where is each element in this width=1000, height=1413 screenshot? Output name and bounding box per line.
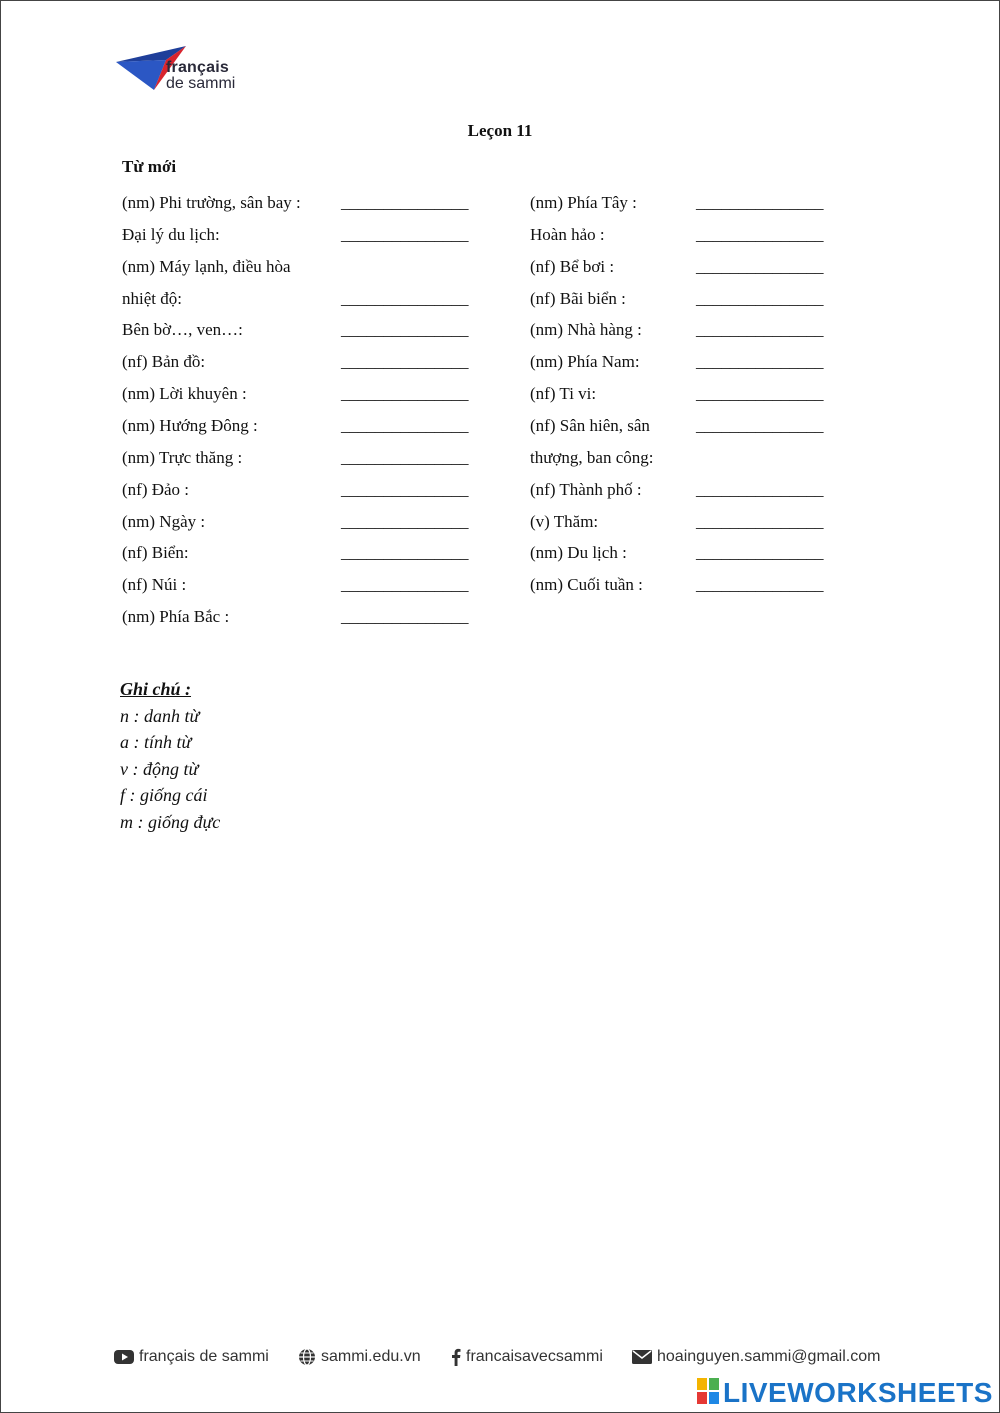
facebook-icon [451,1348,461,1366]
answer-blank[interactable]: _______________ [696,256,824,276]
note-item: n : danh từ [120,705,200,726]
answer-blank[interactable]: _______________ [696,543,824,563]
answer-blank[interactable]: _______________ [696,288,824,308]
vocab-term: (nf) Bãi biển : [530,288,626,308]
vocab-term: (nm) Phi trường, sân bay : [122,193,301,212]
youtube-icon [114,1350,134,1364]
notes-heading: Ghi chú : [120,679,192,699]
answer-blank[interactable]: _______________ [696,415,824,435]
logo-line1: français [166,59,229,76]
vocab-term: Đại lý du lịch: [122,224,220,244]
answer-blank[interactable]: _______________ [341,288,469,308]
answer-blank[interactable]: _______________ [696,384,824,404]
vocab-term: (nm) Ngày : [122,511,206,531]
answer-blank[interactable]: _______________ [341,384,469,404]
note-item: f : giống cái [120,785,208,805]
vocab-term: (nm) Hướng Đông : [122,415,258,435]
footer-website[interactable] [298,1348,421,1366]
footer-email[interactable] [632,1348,880,1366]
vocab-term: (nf) Núi : [122,575,187,595]
vocab-term: (nf) Biển: [122,543,189,563]
vocab-term: (nf) Thành phố : [530,479,642,499]
answer-blank[interactable]: _______________ [696,511,824,531]
vocab-term: (nm) Phía Tây : [530,193,637,212]
answer-blank[interactable]: _______________ [696,193,824,212]
answer-blank[interactable]: _______________ [341,320,469,340]
answer-blank[interactable]: _______________ [341,193,469,212]
note-item: a : tính từ [120,732,192,752]
vocab-term: (nf) Bể bơi : [530,256,615,276]
vocab-term: (v) Thăm: [530,511,599,531]
answer-blank[interactable]: _______________ [341,543,469,563]
vocab-term: (nf) Ti vi: [530,384,597,404]
vocab-term: thượng, ban công: [530,447,654,467]
answer-blank[interactable]: _______________ [696,352,824,372]
answer-blank[interactable]: _______________ [696,479,824,499]
vocab-term: (nm) Lời khuyên : [122,384,247,404]
mail-icon [632,1350,652,1364]
answer-blank[interactable]: _______________ [341,415,469,435]
vocab-term: Hoàn hảo : [530,224,605,244]
footer-facebook-label: francaisavecsammi [466,1348,603,1366]
vocab-term: (nm) Du lịch : [530,543,627,563]
answer-blank[interactable]: _______________ [341,224,469,244]
logo-line2: de sammi [166,75,236,92]
answer-blank[interactable]: _______________ [696,320,824,340]
footer-website-label: sammi.edu.vn [321,1348,421,1366]
note-item: v : động từ [120,758,199,779]
answer-blank[interactable]: _______________ [341,575,469,595]
note-item: m : giống đực [120,811,221,832]
answer-blank[interactable]: _______________ [341,447,469,467]
answer-blank[interactable]: _______________ [341,352,469,372]
answer-blank[interactable]: _______________ [696,575,824,595]
footer-email-label: hoainguyen.sammi@gmail.com [657,1348,881,1365]
vocab-term: (nm) Trực thăng : [122,447,243,467]
vocab-term: (nm) Máy lạnh, điều hòa [122,256,291,276]
vocab-term: (nm) Nhà hàng : [530,320,642,340]
globe-icon [298,1348,316,1366]
vocab-term: (nf) Bản đồ: [122,352,206,372]
liveworksheets-brand: LIVEWORKSHEETS [723,1377,993,1408]
answer-blank[interactable]: _______________ [341,479,469,499]
vocab-term: (nm) Phía Nam: [530,352,640,372]
footer-facebook[interactable] [451,1348,603,1366]
vocab-term: (nf) Sân hiên, sân [530,415,650,435]
vocab-term: nhiệt độ: [122,288,182,308]
section-subtitle: Từ mới [122,157,177,176]
notes-section [120,676,220,835]
answer-blank[interactable]: _______________ [696,224,824,244]
vocab-term: Bên bờ…, ven…: [122,320,243,340]
answer-blank[interactable]: _______________ [341,607,469,627]
logo-wordmark [166,60,235,92]
answer-blank[interactable]: _______________ [341,511,469,531]
vocab-term: (nm) Cuối tuần : [530,575,643,595]
vocab-term: (nf) Đảo : [122,479,190,499]
vocab-term: (nm) Phía Bắc : [122,607,230,627]
liveworksheets-logo-icon [697,1376,721,1406]
footer-youtube-label: français de sammi [139,1348,269,1365]
lesson-title: Leçon 11 [467,121,533,140]
footer-youtube[interactable] [114,1348,269,1366]
